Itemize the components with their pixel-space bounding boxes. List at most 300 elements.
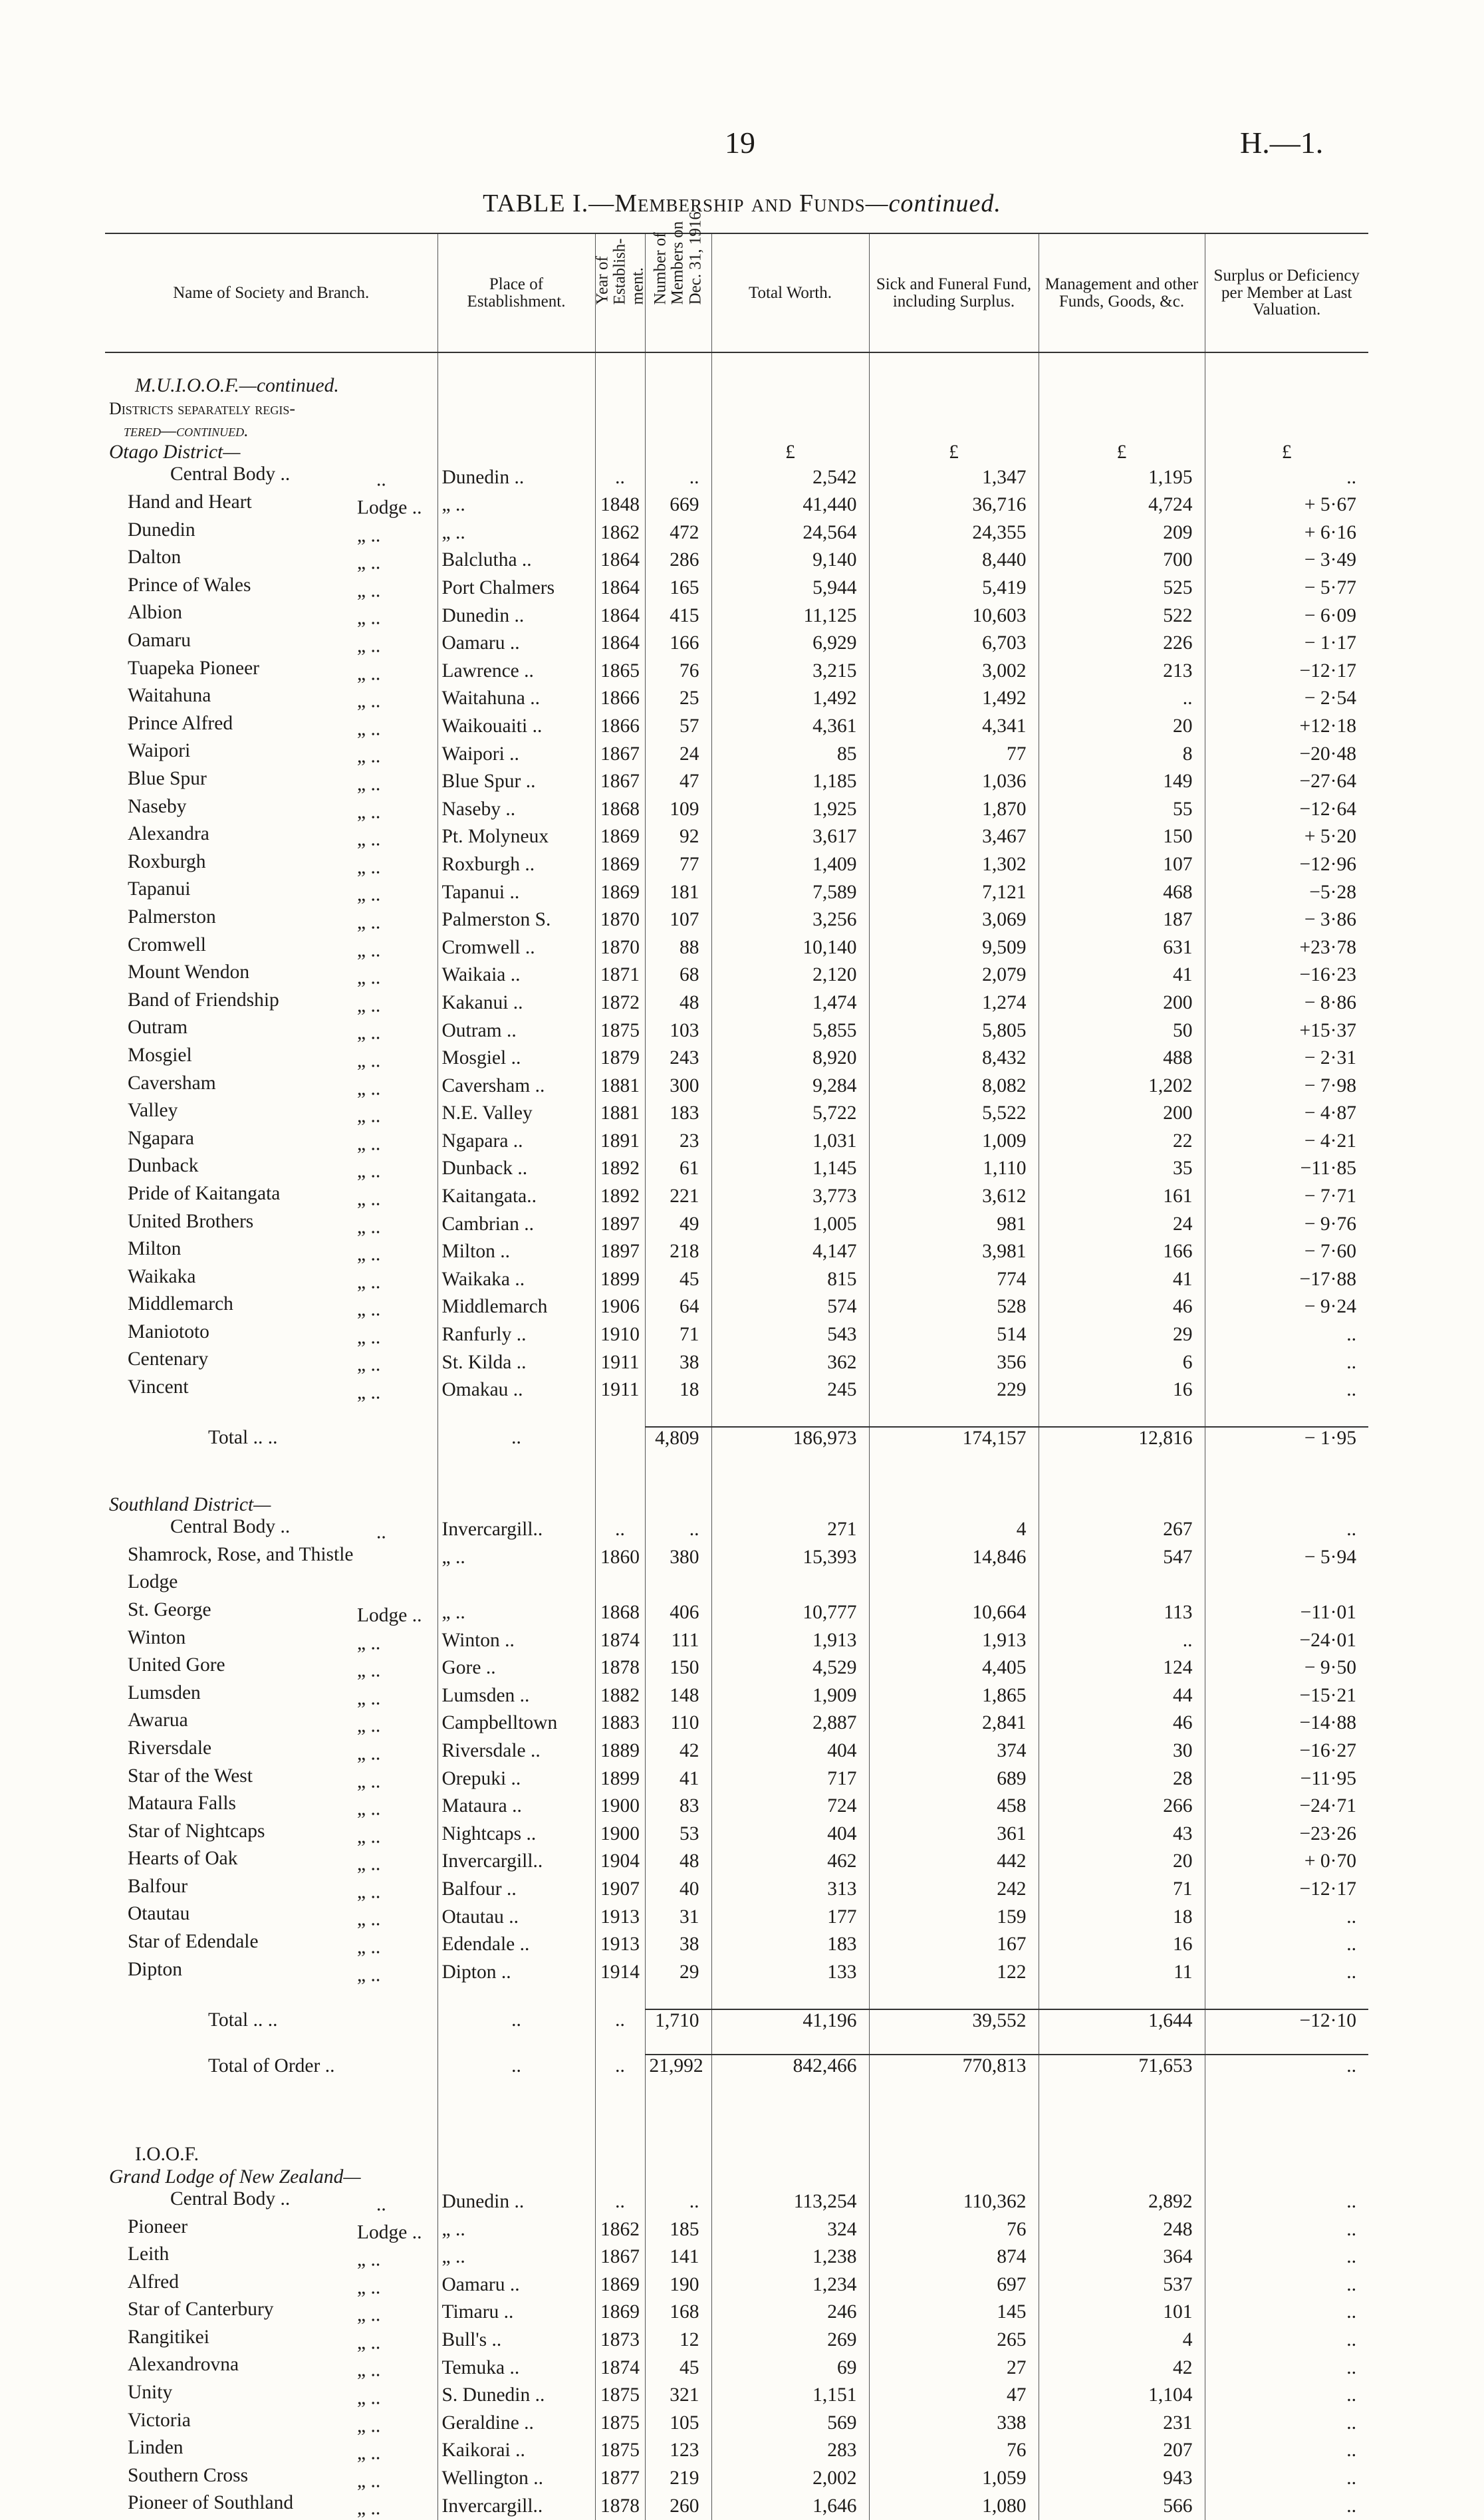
society-name: Balfour: [128, 1875, 188, 1897]
surplus-cell: ..: [1205, 1376, 1368, 1404]
society-name-cell: [105, 1128, 437, 1156]
section-heading-row: [105, 398, 1368, 420]
total-worth-cell: 815: [711, 1266, 869, 1294]
society-name: Mosgiel: [128, 1044, 192, 1066]
branch-type: „ ..: [357, 1963, 381, 1985]
place-cell: „ ..: [437, 2243, 595, 2271]
society-name-cell: [105, 1848, 437, 1876]
society-name: Rangitikei: [128, 2326, 209, 2348]
branch-type: „ ..: [357, 524, 381, 546]
society-name: Riversdale: [128, 1737, 212, 1759]
total-worth-cell: 1,234: [711, 2271, 869, 2299]
cell: [595, 375, 645, 397]
place-cell: Temuka ..: [437, 2354, 595, 2382]
total-worth-cell: 85: [711, 740, 869, 768]
section-heading: Districts separately regis-: [109, 398, 296, 418]
branch-type: „ ..: [357, 912, 381, 934]
sick-fund-cell: 122: [869, 1959, 1039, 1987]
cell: [595, 1404, 645, 1427]
surplus-cell: ..: [1205, 1348, 1368, 1376]
cell: [645, 2166, 711, 2188]
table-row: [105, 685, 1368, 713]
surplus-cell: −24·01: [1205, 1627, 1368, 1655]
management-cell: 700: [1039, 547, 1205, 574]
management-cell: 226: [1039, 630, 1205, 658]
cell: [105, 352, 437, 375]
surplus-cell: ..: [1205, 1516, 1368, 1544]
branch-type: „ ..: [357, 1271, 381, 1293]
sick-fund-cell: 76: [869, 2437, 1039, 2465]
cell: [595, 352, 645, 375]
cell: [1039, 352, 1205, 375]
management-cell: 522: [1039, 602, 1205, 630]
table-row: [105, 1821, 1368, 1848]
society-name-cell: [105, 934, 437, 962]
management-cell: 566: [1039, 2492, 1205, 2520]
members-cell: 88: [645, 934, 711, 962]
management-cell: 200: [1039, 989, 1205, 1017]
total-worth-cell: 3,215: [711, 658, 869, 686]
society-name-cell: [105, 1544, 437, 1572]
year-cell: 1878: [595, 1654, 645, 1682]
total-worth-cell: 11,125: [711, 602, 869, 630]
surplus-cell: − 9·76: [1205, 1211, 1368, 1239]
society-name-cell: [105, 1765, 437, 1793]
cell: [869, 420, 1039, 441]
branch-type: „ ..: [357, 1105, 381, 1127]
surplus-cell: − 1·17: [1205, 630, 1368, 658]
sick-fund-cell: 514: [869, 1321, 1039, 1349]
branch-type: „ ..: [357, 1881, 381, 1903]
society-name: Lodge: [128, 1571, 178, 1593]
branch-type: „ ..: [357, 1660, 381, 1682]
total-worth-cell: 4,361: [711, 713, 869, 741]
management-cell: 266: [1039, 1793, 1205, 1821]
society-name-cell: [105, 491, 437, 519]
table-row: [105, 1848, 1368, 1876]
total-worth-cell: 1,492: [711, 685, 869, 713]
total-worth-cell: 1,145: [711, 1155, 869, 1183]
members-cell: 68: [645, 961, 711, 989]
management-cell: 20: [1039, 1848, 1205, 1876]
year-cell: 1860: [595, 1544, 645, 1572]
year-cell: 1862: [595, 2216, 645, 2244]
management-cell: 71: [1039, 1876, 1205, 1904]
table-row: [105, 1876, 1368, 1904]
section-heading: Otago District—: [109, 441, 241, 463]
place-cell: Riversdale ..: [437, 1737, 595, 1765]
total-worth-cell: 9,140: [711, 547, 869, 574]
society-name-cell: [105, 906, 437, 934]
year-cell: 1867: [595, 740, 645, 768]
surplus-cell: ..: [1205, 2354, 1368, 2382]
sick-fund-cell: 774: [869, 1266, 1039, 1294]
society-name: Alexandrovna: [128, 2354, 239, 2376]
cell: [1039, 1494, 1205, 1516]
table-row: [105, 823, 1368, 851]
society-name: Maniototo: [128, 1321, 209, 1342]
cell: [437, 1494, 595, 1516]
sick-fund-cell: 5,419: [869, 574, 1039, 602]
surplus-cell: − 5·77: [1205, 574, 1368, 602]
cell: [1205, 1986, 1368, 2009]
table-row: [105, 1544, 1368, 1572]
table-row: [105, 1654, 1368, 1682]
sick-fund-cell: 7,121: [869, 878, 1039, 906]
management-cell: 488: [1039, 1045, 1205, 1072]
surplus-cell: − 4·87: [1205, 1100, 1368, 1128]
year-cell: 1881: [595, 1072, 645, 1100]
management-cell: 149: [1039, 768, 1205, 796]
total-worth-cell: 8,920: [711, 1045, 869, 1072]
surplus-cell: − 8·86: [1205, 989, 1368, 1017]
branch-type: „ ..: [357, 1715, 381, 1737]
society-name: Prince of Wales: [128, 574, 251, 596]
surplus-cell: + 5·20: [1205, 823, 1368, 851]
society-name: Otautau: [128, 1903, 190, 1925]
cell: [645, 375, 711, 397]
total-value: 71,653: [1039, 2055, 1205, 2077]
society-name-cell: [105, 519, 437, 547]
cell: [869, 1404, 1039, 1427]
spacer-row: [105, 352, 1368, 375]
branch-type: „ ..: [357, 2249, 381, 2271]
cell: [1205, 352, 1368, 375]
branch-type: „ ..: [357, 1632, 381, 1654]
cell: ..: [437, 2055, 595, 2077]
cell: [711, 398, 869, 420]
table-row: [105, 740, 1368, 768]
cell: [105, 1404, 437, 1427]
place-cell: Balclutha ..: [437, 547, 595, 574]
sick-fund-cell: 3,612: [869, 1183, 1039, 1211]
total-value: −12·10: [1205, 2009, 1368, 2032]
cell: [645, 352, 711, 375]
total-value: 842,466: [711, 2055, 869, 2077]
place-cell: N.E. Valley: [437, 1100, 595, 1128]
place-cell: Otautau ..: [437, 1903, 595, 1931]
sick-fund-cell: 697: [869, 2271, 1039, 2299]
cell: [711, 375, 869, 397]
management-cell: 537: [1039, 2271, 1205, 2299]
year-cell: 1900: [595, 1821, 645, 1848]
society-name: Tapanui: [128, 878, 191, 900]
table-row: [105, 602, 1368, 630]
surplus-cell: + 5·67: [1205, 491, 1368, 519]
year-cell: 1904: [595, 1848, 645, 1876]
society-name: St. George: [128, 1598, 211, 1620]
society-name: Alfred: [128, 2271, 179, 2293]
branch-type: „ ..: [357, 1743, 381, 1765]
total-worth-cell: 5,855: [711, 1017, 869, 1045]
cell: [869, 2166, 1039, 2188]
branch-type: „ ..: [357, 2277, 381, 2298]
surplus-cell: ..: [1205, 2382, 1368, 2410]
place-cell: Waikaka ..: [437, 1266, 595, 1294]
table-row: [105, 934, 1368, 962]
total-worth-cell: 10,777: [711, 1599, 869, 1627]
total-worth-cell: 7,589: [711, 878, 869, 906]
table-row: [105, 1903, 1368, 1931]
year-cell: 1914: [595, 1959, 645, 1987]
table-row: [105, 1045, 1368, 1072]
sick-fund-cell: 1,274: [869, 989, 1039, 1017]
surplus-cell: ..: [1205, 2327, 1368, 2354]
total-label: Total .. ..: [208, 2009, 278, 2031]
surplus-cell: −12·64: [1205, 796, 1368, 824]
col-header-members: Number of Members on Dec. 31, 1916.: [645, 233, 711, 352]
year-cell: 1871: [595, 961, 645, 989]
members-cell: 190: [645, 2271, 711, 2299]
total-worth-cell: 10,140: [711, 934, 869, 962]
sick-fund-cell: 265: [869, 2327, 1039, 2354]
table-row: [105, 2188, 1368, 2216]
society-name-cell: [105, 630, 437, 658]
year-cell: 1874: [595, 2354, 645, 2382]
society-name: Pride of Kaitangata: [128, 1182, 281, 1204]
society-name: Mataura Falls: [128, 1793, 237, 1815]
total-worth-cell: 1,238: [711, 2243, 869, 2271]
place-cell: Lumsden ..: [437, 1682, 595, 1710]
table-row: [105, 1155, 1368, 1183]
year-cell: 1879: [595, 1045, 645, 1072]
sick-fund-cell: 1,347: [869, 463, 1039, 491]
surplus-cell: ..: [1205, 1931, 1368, 1959]
table-row: [105, 574, 1368, 602]
place-cell: Port Chalmers: [437, 574, 595, 602]
year-cell: 1900: [595, 1793, 645, 1821]
cell: [711, 420, 869, 441]
members-cell: 42: [645, 1737, 711, 1765]
members-cell: 47: [645, 768, 711, 796]
place-cell: „ ..: [437, 1544, 595, 1572]
branch-type: „ ..: [357, 1382, 381, 1404]
society-name: Linden: [128, 2437, 184, 2459]
surplus-cell: − 6·09: [1205, 602, 1368, 630]
year-cell: 1864: [595, 547, 645, 574]
cell: [1039, 420, 1205, 441]
total-value: 1,644: [1039, 2009, 1205, 2032]
surplus-cell: ..: [1205, 2271, 1368, 2299]
cell: [645, 2077, 711, 2099]
society-name: Pioneer of Southland: [128, 2492, 294, 2514]
cell: [1039, 2032, 1205, 2055]
surplus-cell: ..: [1205, 463, 1368, 491]
place-cell: „ ..: [437, 519, 595, 547]
society-name-cell: [105, 2299, 437, 2327]
cell: [437, 2166, 595, 2188]
management-cell: 16: [1039, 1931, 1205, 1959]
society-name-cell: [105, 1348, 437, 1376]
branch-type: Lodge ..: [357, 497, 422, 519]
year-cell: 1862: [595, 519, 645, 547]
society-name-cell: [105, 1376, 437, 1404]
society-name: Mount Wendon: [128, 961, 250, 983]
society-name: Prince Alfred: [128, 712, 233, 734]
society-name-cell: [105, 1654, 437, 1682]
place-cell: Dunedin ..: [437, 463, 595, 491]
place-cell: Pt. Molyneux: [437, 823, 595, 851]
place-cell: Naseby ..: [437, 796, 595, 824]
members-cell: 219: [645, 2465, 711, 2493]
society-name: Albion: [128, 602, 182, 624]
members-cell: 92: [645, 823, 711, 851]
header-row: [105, 233, 1368, 352]
place-cell: Tapanui ..: [437, 878, 595, 906]
society-name-cell: [105, 1793, 437, 1821]
society-name-cell: [105, 796, 437, 824]
col-header-place: Place of Establishment.: [437, 233, 595, 352]
sick-fund-cell: 442: [869, 1848, 1039, 1876]
cell: [869, 1449, 1039, 1471]
cell: [595, 1986, 645, 2009]
year-cell: 1891: [595, 1128, 645, 1156]
sick-fund-cell: 242: [869, 1876, 1039, 1904]
total-worth-cell: 3,617: [711, 823, 869, 851]
branch-type: ..: [376, 2194, 386, 2215]
members-cell: 53: [645, 1821, 711, 1848]
members-cell: 181: [645, 878, 711, 906]
management-cell: 1,202: [1039, 1072, 1205, 1100]
col-header-surplus: Surplus or Deficiency per Member at Last Valuation.: [1205, 233, 1368, 352]
society-name-cell: [105, 2437, 437, 2465]
society-name: Star of Edendale: [128, 1931, 259, 1953]
members-cell: 48: [645, 1848, 711, 1876]
cell: [645, 2144, 711, 2166]
branch-type: „ ..: [357, 1798, 381, 1820]
cell: [437, 1449, 595, 1471]
spacer-row: [105, 1472, 1368, 1494]
society-name-cell: [105, 1571, 437, 1599]
year-cell: 1889: [595, 1737, 645, 1765]
management-cell: 46: [1039, 1709, 1205, 1737]
place-cell: Kakanui ..: [437, 989, 595, 1017]
year-cell: 1911: [595, 1376, 645, 1404]
total-worth-cell: 1,409: [711, 851, 869, 879]
sick-fund-cell: 2,841: [869, 1709, 1039, 1737]
society-name-cell: [105, 2188, 437, 2216]
year-cell: 1913: [595, 1931, 645, 1959]
members-cell: 18: [645, 1376, 711, 1404]
spacer-row: [105, 1986, 1368, 2009]
cell: ..: [595, 2055, 645, 2077]
society-name: Roxburgh: [128, 850, 206, 872]
society-name-cell: [105, 1599, 437, 1627]
total-worth-cell: 1,913: [711, 1627, 869, 1655]
members-cell: 110: [645, 1709, 711, 1737]
section-heading: Southland District—: [109, 1493, 271, 1515]
members-cell: ..: [645, 463, 711, 491]
sick-fund-cell: 1,036: [869, 768, 1039, 796]
total-worth-cell: 15,393: [711, 1544, 869, 1572]
members-cell: 83: [645, 1793, 711, 1821]
table-row: [105, 2271, 1368, 2299]
members-cell: 221: [645, 1183, 711, 1211]
place-cell: Dunback ..: [437, 1155, 595, 1183]
table-row: [105, 1793, 1368, 1821]
total-value: 770,813: [869, 2055, 1039, 2077]
year-cell: 1870: [595, 906, 645, 934]
management-cell: 35: [1039, 1155, 1205, 1183]
sick-fund-cell: 458: [869, 1793, 1039, 1821]
year-cell: 1892: [595, 1183, 645, 1211]
members-cell: 105: [645, 2410, 711, 2438]
cell: [869, 398, 1039, 420]
table-row: [105, 1183, 1368, 1211]
surplus-cell: − 4·21: [1205, 1128, 1368, 1156]
total-worth-cell: 1,925: [711, 796, 869, 824]
sick-fund-cell: 24,355: [869, 519, 1039, 547]
table-row: [105, 1293, 1368, 1321]
total-worth-cell: 724: [711, 1793, 869, 1821]
management-cell: 943: [1039, 2465, 1205, 2493]
sick-fund-cell: 8,440: [869, 547, 1039, 574]
branch-type: „ ..: [357, 2497, 381, 2519]
society-name-cell: [105, 1516, 437, 1544]
surplus-cell: ..: [1205, 2188, 1368, 2216]
society-name: Vincent: [128, 1376, 189, 1398]
surplus-cell: −12·17: [1205, 1876, 1368, 1904]
members-cell: 103: [645, 1017, 711, 1045]
cell: [595, 2166, 645, 2188]
society-name: Ngapara: [128, 1127, 194, 1149]
place-cell: Caversham ..: [437, 1072, 595, 1100]
table-row: [105, 713, 1368, 741]
branch-type: „ ..: [357, 856, 381, 878]
society-name-cell: [105, 2243, 437, 2271]
branch-type: „ ..: [357, 884, 381, 906]
society-name-cell: [105, 851, 437, 879]
sick-fund-cell: 3,981: [869, 1238, 1039, 1266]
total-worth-cell: 1,909: [711, 1682, 869, 1710]
management-cell: 113: [1039, 1599, 1205, 1627]
cell: [437, 1986, 595, 2009]
society-name-cell: [105, 989, 437, 1017]
society-name-cell: [105, 1682, 437, 1710]
total-worth-cell: 271: [711, 1516, 869, 1544]
society-name-cell: [105, 1045, 437, 1072]
society-name-cell: [105, 1876, 437, 1904]
surplus-cell: ..: [1205, 2243, 1368, 2271]
management-cell: 55: [1039, 796, 1205, 824]
total-value: 12,816: [1039, 1427, 1205, 1449]
members-cell: 29: [645, 1959, 711, 1987]
society-name: Cromwell: [128, 934, 206, 955]
spacer-row: [105, 1449, 1368, 1471]
management-cell: 2,892: [1039, 2188, 1205, 2216]
management-cell: 547: [1039, 1544, 1205, 1572]
members-cell: 71: [645, 1321, 711, 1349]
sick-fund-cell: 9,509: [869, 934, 1039, 962]
total-value: − 1·95: [1205, 1427, 1368, 1449]
members-cell: 40: [645, 1876, 711, 1904]
society-name: Central Body ..: [170, 1516, 291, 1538]
society-name-cell: [105, 1321, 437, 1349]
cell: [437, 441, 595, 463]
management-cell: 46: [1039, 1293, 1205, 1321]
sick-fund-cell: 1,492: [869, 685, 1039, 713]
total-worth-cell: 245: [711, 1376, 869, 1404]
table-row: [105, 519, 1368, 547]
members-cell: 64: [645, 1293, 711, 1321]
cell: [1205, 2144, 1368, 2166]
place-cell: Palmerston S.: [437, 906, 595, 934]
management-cell: 30: [1039, 1737, 1205, 1765]
sick-fund-cell: [869, 1571, 1039, 1599]
year-cell: 1865: [595, 658, 645, 686]
society-name-cell: [105, 1709, 437, 1737]
table-row: [105, 1627, 1368, 1655]
